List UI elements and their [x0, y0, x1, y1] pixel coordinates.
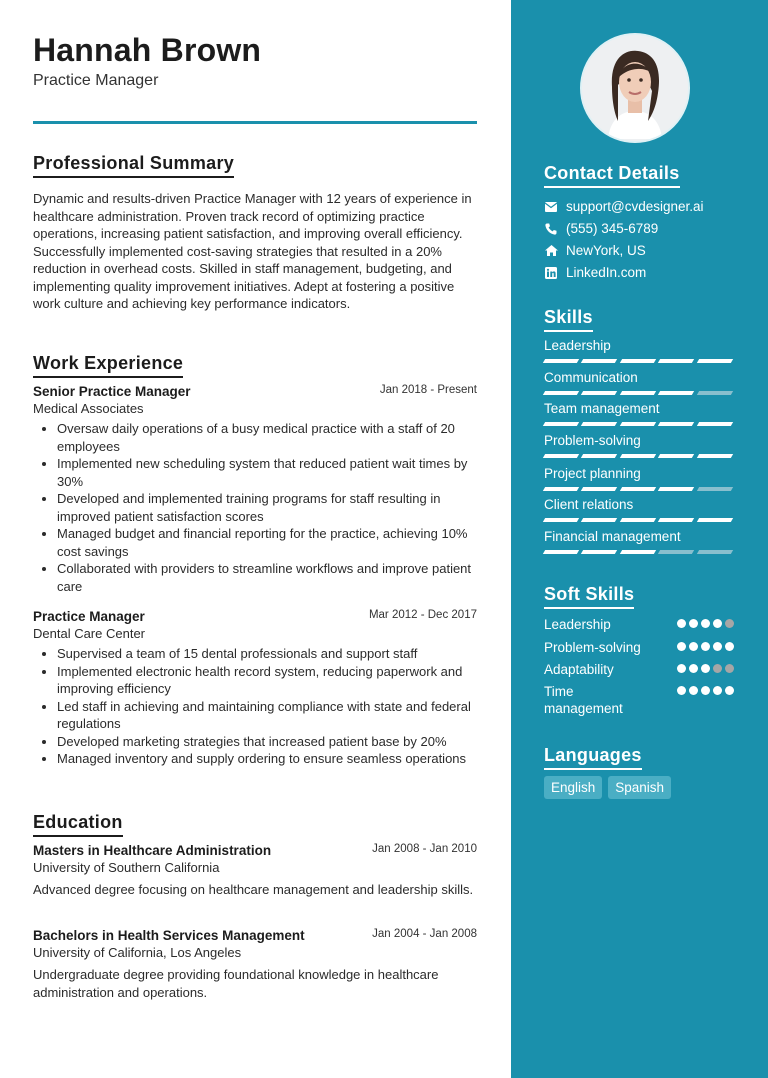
skill-level-segment	[620, 391, 657, 395]
soft-skill-label: Leadership	[544, 617, 611, 632]
rating-dot	[689, 642, 698, 651]
rating-dot	[725, 619, 734, 628]
job-company: Dental Care Center	[33, 626, 145, 641]
phone-text: (555) 345-6789	[566, 221, 659, 236]
skill-level-segment	[620, 359, 657, 363]
skill-level-segment	[658, 422, 695, 426]
rating-dot	[701, 664, 710, 673]
job-title: Senior Practice Manager	[33, 384, 191, 399]
skill-level-segment	[581, 359, 618, 363]
skill-label: Client relations	[544, 497, 634, 512]
soft-skill-rating	[677, 686, 734, 695]
envelope-icon	[544, 200, 558, 214]
skill-level-segment	[696, 518, 733, 522]
rating-dot	[701, 686, 710, 695]
skill-level-segment	[581, 518, 618, 522]
skill-level-segment	[543, 359, 580, 363]
location-text: NewYork, US	[566, 243, 646, 258]
skill-item	[544, 466, 734, 491]
skill-level-segment	[658, 359, 695, 363]
languages-heading: Languages	[544, 745, 642, 770]
rating-dot	[713, 664, 722, 673]
rating-dot	[677, 619, 686, 628]
skill-level-segment	[620, 518, 657, 522]
skill-level-segment	[620, 422, 657, 426]
rating-dot	[713, 686, 722, 695]
phone-icon	[544, 222, 558, 236]
skill-label: Problem-solving	[544, 433, 641, 448]
rating-dot	[701, 619, 710, 628]
skill-level-segment	[658, 454, 695, 458]
job-bullet: • Led staff in achieving and maintaining compliance with state and federal regulations	[57, 698, 477, 733]
contact-email[interactable]	[544, 199, 704, 214]
soft-skills-heading: Soft Skills	[544, 584, 634, 609]
skill-level-bar	[544, 422, 734, 426]
soft-skill-rating	[677, 664, 734, 673]
job-bullet: • Implemented new scheduling system that reduced patient wait times by 30%	[57, 455, 477, 490]
sidebar	[511, 0, 768, 1078]
skill-level-segment	[543, 518, 580, 522]
contact-location	[544, 243, 646, 258]
job-bullet: • Supervised a team of 15 dental professionals and support staff	[57, 645, 477, 663]
rating-dot	[725, 686, 734, 695]
education-desc: Undergraduate degree providing foundational knowledge in healthcare administration and operations.	[33, 967, 439, 1000]
skill-level-segment	[658, 518, 695, 522]
skill-label: Project planning	[544, 466, 641, 481]
education-entry	[33, 843, 477, 899]
soft-skill-rating	[677, 619, 734, 628]
soft-skill-item	[544, 661, 734, 678]
rating-dot	[677, 664, 686, 673]
rating-dot	[701, 642, 710, 651]
soft-skill-label: Time management	[544, 684, 623, 716]
job-bullet: • Collaborated with providers to streamline workflows and improve patient care	[57, 560, 477, 595]
skill-item	[544, 529, 734, 554]
skill-level-segment	[696, 359, 733, 363]
soft-skill-label: Problem-solving	[544, 640, 641, 655]
skill-level-segment	[543, 422, 580, 426]
rating-dot	[713, 619, 722, 628]
degree-title: Bachelors in Health Services Management	[33, 928, 305, 943]
education-desc: Advanced degree focusing on healthcare management and leadership skills.	[33, 882, 474, 897]
languages-list	[544, 776, 671, 799]
soft-skill-item	[544, 616, 734, 633]
rating-dot	[725, 642, 734, 651]
linkedin-icon	[544, 266, 558, 280]
skill-level-segment	[620, 487, 657, 491]
job-dates: Jan 2018 - Present	[379, 384, 477, 396]
job-title: Practice Manager	[33, 609, 145, 624]
home-icon	[544, 244, 558, 258]
job-bullet: • Managed inventory and supply ordering to ensure seamless operations	[57, 750, 477, 768]
job-bullet: • Managed budget and financial reporting for the practice, achieving 10% cost savings	[57, 525, 477, 560]
rating-dot	[677, 686, 686, 695]
skill-level-segment	[696, 391, 733, 395]
job-bullets	[33, 645, 477, 768]
skill-level-segment	[696, 454, 733, 458]
soft-skill-item	[544, 683, 734, 717]
skills-heading: Skills	[544, 307, 593, 332]
avatar	[580, 33, 690, 143]
job-bullet: • Developed and implemented training programs for staff resulting in improved patient satisfaction scores	[57, 490, 477, 525]
job-bullet: • Implemented electronic health record system, reducing paperwork and improving efficiency	[57, 663, 477, 698]
contact-heading: Contact Details	[544, 163, 680, 188]
candidate-title: Practice Manager	[33, 72, 159, 89]
skill-level-segment	[620, 550, 657, 554]
soft-skill-item	[544, 639, 734, 656]
skill-level-bar	[544, 454, 734, 458]
soft-skill-label: Adaptability	[544, 662, 614, 677]
job-entry	[33, 384, 477, 595]
language-tag: Spanish	[608, 776, 671, 799]
school-name: University of Southern California	[33, 860, 220, 875]
soft-skill-rating	[677, 642, 734, 651]
skill-level-segment	[581, 454, 618, 458]
skill-level-segment	[543, 391, 580, 395]
header-divider	[33, 121, 477, 124]
rating-dot	[689, 619, 698, 628]
education-dates: Jan 2008 - Jan 2010	[372, 843, 477, 855]
job-bullet: • Developed marketing strategies that increased patient base by 20%	[57, 733, 477, 751]
skill-level-segment	[620, 454, 657, 458]
skill-level-segment	[696, 487, 733, 491]
summary-text: Dynamic and results-driven Practice Manager with 12 years of experience in healthcare administration. Proven track record of optimizing practice operations, increasing patient satisfaction, and improving overall efficiency. Successfully implemented cost-saving strategies that resulted in a 20% reduction in overhead costs. Skilled in staff management, budgeting, and implementing quality improvement initiatives. Adept at fostering a positive work culture and achieving key performance indicators.	[33, 191, 472, 311]
job-entry	[33, 609, 477, 768]
rating-dot	[725, 664, 734, 673]
summary-heading: Professional Summary	[33, 153, 234, 178]
skill-item	[544, 401, 734, 426]
school-name: University of California, Los Angeles	[33, 945, 242, 960]
skill-item	[544, 370, 734, 395]
language-tag: English	[544, 776, 602, 799]
skill-level-segment	[658, 550, 695, 554]
skill-level-segment	[543, 454, 580, 458]
skill-level-bar	[544, 518, 734, 522]
skill-label: Communication	[544, 370, 638, 385]
education-entry	[33, 928, 477, 1001]
skill-level-segment	[581, 391, 618, 395]
candidate-name: Hannah Brown	[33, 32, 262, 68]
skill-item	[544, 338, 734, 363]
degree-title: Masters in Healthcare Administration	[33, 843, 272, 858]
job-company: Medical Associates	[33, 401, 144, 416]
skill-level-bar	[544, 487, 734, 491]
skill-level-bar	[544, 391, 734, 395]
skill-level-segment	[658, 487, 695, 491]
skill-label: Team management	[544, 401, 660, 416]
skill-label: Financial management	[544, 529, 681, 544]
skill-level-segment	[543, 550, 580, 554]
skill-level-segment	[581, 550, 618, 554]
job-dates: Mar 2012 - Dec 2017	[368, 609, 477, 621]
rating-dot	[689, 664, 698, 673]
skill-item	[544, 433, 734, 458]
rating-dot	[689, 686, 698, 695]
skill-level-bar	[544, 550, 734, 554]
rating-dot	[713, 642, 722, 651]
skill-item	[544, 497, 734, 522]
experience-heading: Work Experience	[33, 353, 183, 378]
skill-level-segment	[543, 487, 580, 491]
job-bullet: • Oversaw daily operations of a busy medical practice with a staff of 20 employees	[57, 420, 477, 455]
rating-dot	[677, 642, 686, 651]
skill-level-segment	[696, 550, 733, 554]
education-dates: Jan 2004 - Jan 2008	[372, 928, 477, 940]
education-heading: Education	[33, 812, 123, 837]
skill-level-segment	[581, 487, 618, 491]
contact-phone[interactable]	[544, 221, 658, 236]
skill-level-segment	[658, 391, 695, 395]
linkedin-text: LinkedIn.com	[566, 265, 647, 280]
skill-level-bar	[544, 359, 734, 363]
skill-label: Leadership	[544, 338, 611, 353]
contact-linkedin[interactable]	[544, 265, 646, 280]
skill-level-segment	[696, 422, 733, 426]
skill-level-segment	[581, 422, 618, 426]
job-bullets	[33, 420, 477, 595]
email-text: support@cvdesigner.ai	[566, 199, 704, 214]
